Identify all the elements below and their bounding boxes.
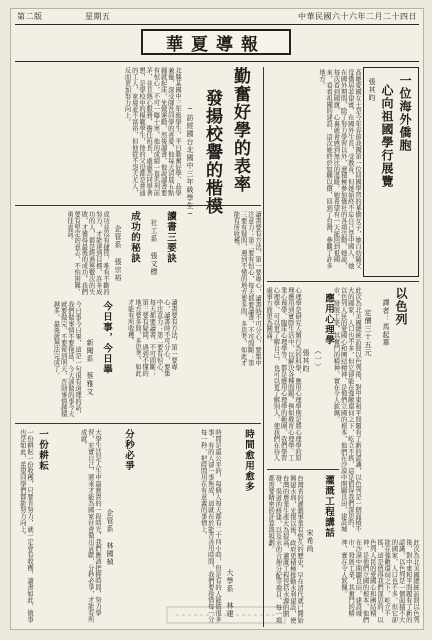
article3-title-box — [311, 287, 339, 387]
dateline — [15, 11, 419, 23]
article8-title: 今日事，今日畢 — [101, 301, 112, 375]
article10-author: 企管系 張宗裕 — [114, 225, 122, 282]
article1-author: 張其昀 — [368, 78, 376, 102]
article7-title: 時間愈用愈多 — [243, 429, 254, 492]
article2-title-box — [393, 287, 419, 377]
masthead-rule — [15, 61, 419, 62]
newspaper-page — [10, 8, 424, 630]
divider — [15, 423, 261, 424]
article5-title-line1: 勤奮好學的表率 — [230, 67, 250, 193]
article6-body: 讀書要有方法，第一要專心，讀書時不可分心，要集中注意力；第二要有恒心，每天都要讀書，不可間斷；第三要有疑問，遇到不懂的地方要多問，多思考，如此才能有所收穫。 — [232, 211, 261, 366]
divider — [267, 281, 419, 282]
article4-author: 宋希尚 — [306, 529, 314, 553]
divider — [267, 469, 339, 470]
article9-author: 企管系 林國楨 — [106, 509, 114, 566]
article5-title-line2: 發揚校譽的楷模 — [202, 89, 222, 215]
article9-body: 大學生活是人生中最寶貴的一段時光，我們應該把握時間，努力學習，充實自己，將來才能為國家社會做出貢獻，分秒必爭，才能有所成就。 — [79, 429, 101, 623]
date: 中華民國六十六年二月二十四日 — [298, 12, 417, 21]
article8-body: 今日事今日畢，這是一句很有道理的話，我們做事情不要拖延，今天該做的事今天就要做完，不要留到明天，否則事情越積越多，最後就無法完成了。 — [52, 301, 81, 418]
article2-body-cont: 此次為北美國總統訪問以色列後，對中東和平問題有了新的認識，以色列是一個面積不大的國家，人口也不多，但它卻能在強敵環伺之下，屹立不搖，這是值得我們深思的，以色列人民的愛國心和團結精神，是他們立國的根本，他們在沙漠中開闢良田，建設城市，發展工業，其奮鬥的精神，實在令人欽佩。 — [339, 539, 419, 623]
article9-title: 分秒必爭 — [123, 429, 134, 471]
article3-body: 心理學是研究人類行為的科學，應用心理學則是將心理學的原理應用到實際生活中，以解決各種問題，例如教育心理學、工業心理學、臨床心理學等，都是應用心理學的範圍，我們學習心理學，可以更了解自己，也可以更了解別人，使我們在待人處事方面更為圓滿。 — [265, 287, 301, 462]
article5-subtitle: ─訪經國台北國中三年級學生─ — [186, 105, 194, 219]
top-rule — [15, 24, 419, 25]
article10-title: 成功的秘訣 — [129, 211, 140, 264]
article11-title: 一份耕耘 — [37, 429, 48, 471]
article5-body: 北縣某國中三年級學生，平日勤奮好學，品學兼優，深受師長同學的喜愛，他每天清晨五點鐘就起床，先做運動，然後讀書，他說讀書要有恒心，不可一曝十寒，他的成績一直名列前茅，並且熱心服務，擔任班長，處處為同學著想，是學校中的模範學生，他的父母都是普通的工人，家境並不富裕，但他從不怨天尤人，反而更加努力向上。 — [123, 67, 181, 196]
page-number: 第二版 — [17, 12, 43, 21]
watermark-seal-icon — [166, 605, 286, 625]
article6-author: 社工系 張文標 — [150, 219, 158, 276]
weekday: 星期五 — [85, 12, 111, 21]
article8-author: 新聞系 蔡雅文 — [86, 339, 94, 396]
article7-body: 時間是最公平的，每個人每天都有二十四小時，但是有的人能做很多事，有的人卻一事無成，這就在於能否善用時間，我們要珍惜每一分每一秒，把時間用在有意義的事情上。 — [199, 429, 221, 623]
article4-body: 台灣省的灌溉事業有悠久的歷史，早在清代就已開始興建水圳，光復以後，政府更積極推動水利建設，使台灣的農業生產大為提高，灌溉工程包括水源的開發，渠道的修建，以及水的合理分配等項目，每一項都需要精密的計算與規劃。 — [267, 475, 303, 624]
article1-body: 高雄愛國女士是今年春節我國第一位回國學習的華僑女子，她自幼隨父母僑居菲律賓，在國外生長，受教育，但她始終不忘自己是中國人，她在國外期間，除了努力學習以外，還積極參加僑社的各項活動，她說，每次看到國旗，心裏就會感到無比的溫暖，她希望有一天能回到祖國來，看看祖國的建設，這次她終於如願以償，回到了台灣，參觀了許多地方。 — [317, 69, 361, 269]
article11-body: 一份耕耘一份收穫，只要肯努力，就一定會有收穫，讀書如此，做事也是如此，希望同學們都能努力向上。 — [18, 429, 33, 623]
article1-title-line1: 一位海外僑胞 — [398, 74, 412, 152]
article2-body: 此次為北美國總統訪問以色列後，對中東和平問題有了新的認識，以色列是一個面積不大的國家，人口也不多，但它卻能在強敵環伺之下，屹立不搖，這是值得我們深思的，以色列人民的愛國心和團結精神，是他們立國的根本，他們在沙漠中開闢良田，建設城市，發展工業，其奮鬥的精神，實在令人欽佩。 — [332, 287, 361, 533]
article6-title: 讀書三要訣 — [165, 211, 176, 264]
divider — [15, 205, 261, 206]
article10-body: 成功並沒有捷徑，唯有不斷的努力，才能達到目標，許多成功的人，都是經過無數次的失敗，才獲得最後的成功，我們要有堅定的意志，不怕困難，勇往直前。 — [65, 211, 109, 295]
article1-title-box — [363, 67, 419, 277]
article2-author: 譯者：馬起華 — [382, 299, 390, 347]
article1-title-line2: 心向祖國學行展覽 — [380, 84, 394, 188]
article3-author: 張其昀 — [302, 349, 310, 373]
article3-title: 應用心理學 — [323, 293, 334, 346]
article3-subtitle: （一） — [314, 347, 322, 371]
article7-author: 大學系 林建 — [226, 569, 234, 618]
article4-title: 灌溉工程講話 — [323, 475, 334, 538]
library-watermark — [161, 603, 291, 627]
article2-note: 定價三十五元 — [364, 309, 372, 357]
article6-body-cont: 讀書要有方法，第一要專心，讀書時不可分心，要集中注意力；第二要有恒心，每天都要讀書，不可間斷；第三要有疑問，遇到不懂的地方要多問，多思考，如此才能有所收穫。 — [126, 299, 177, 377]
masthead: 華夏導報 — [141, 29, 291, 55]
article2-title: 以色列 — [394, 287, 408, 326]
divider — [263, 67, 264, 627]
